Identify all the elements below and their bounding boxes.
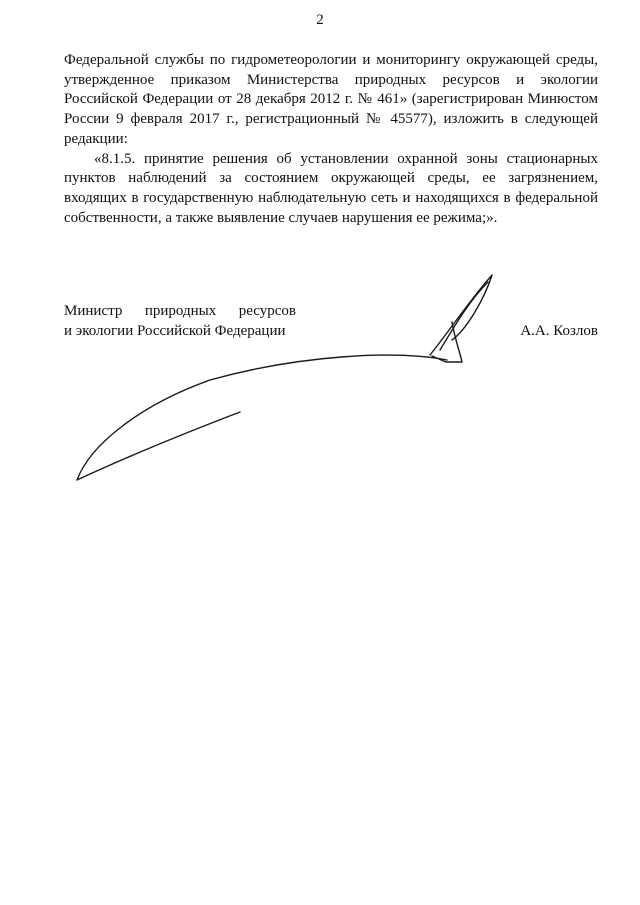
signature-stroke [432,356,462,362]
signature-block [64,302,598,352]
signer-name: А.А. Козлов [520,322,598,339]
position-word: природных [144,303,217,319]
paragraph-quoted-clause [64,150,598,229]
text-line: Российской Федерации от 28 декабря 2012 г. № 461» (зарегистрирован Минюстом [64,91,598,108]
text-line: ее режима;». [416,209,498,226]
text-line: Федеральной службы по гидрометеорологии и мониторингу окружающей среды, [64,52,598,68]
position-word: ресурсов [238,303,296,319]
text-line: пунктов наблюдений за состоянием окружающей среды, ее загрязнением, [64,170,598,187]
paragraph-amendment [64,51,598,150]
position-word: Министр [64,303,123,319]
text-line: входящих в государственную наблюдательную сеть и находящихся [64,189,499,206]
page-number: 2 [316,12,324,28]
text-line: «8.1.5. принятие решения об установлении охранной зоны стационарных [94,150,598,167]
text-line: в федеральной собственности, а также выявление случаев нарушения [64,189,598,226]
text-line: России 9 февраля 2017 г., регистрационный № 45577), изложить в следующей [64,111,598,128]
signature-stroke [77,355,447,480]
signer-position-line [64,302,296,322]
text-line: утвержденное приказом Министерства природных ресурсов и экологии [64,71,598,88]
signer-position-line: и экологии Российской Федерации [64,322,286,339]
document-body [64,51,598,228]
signer-position [64,302,296,341]
text-line: редакции: [64,130,128,147]
